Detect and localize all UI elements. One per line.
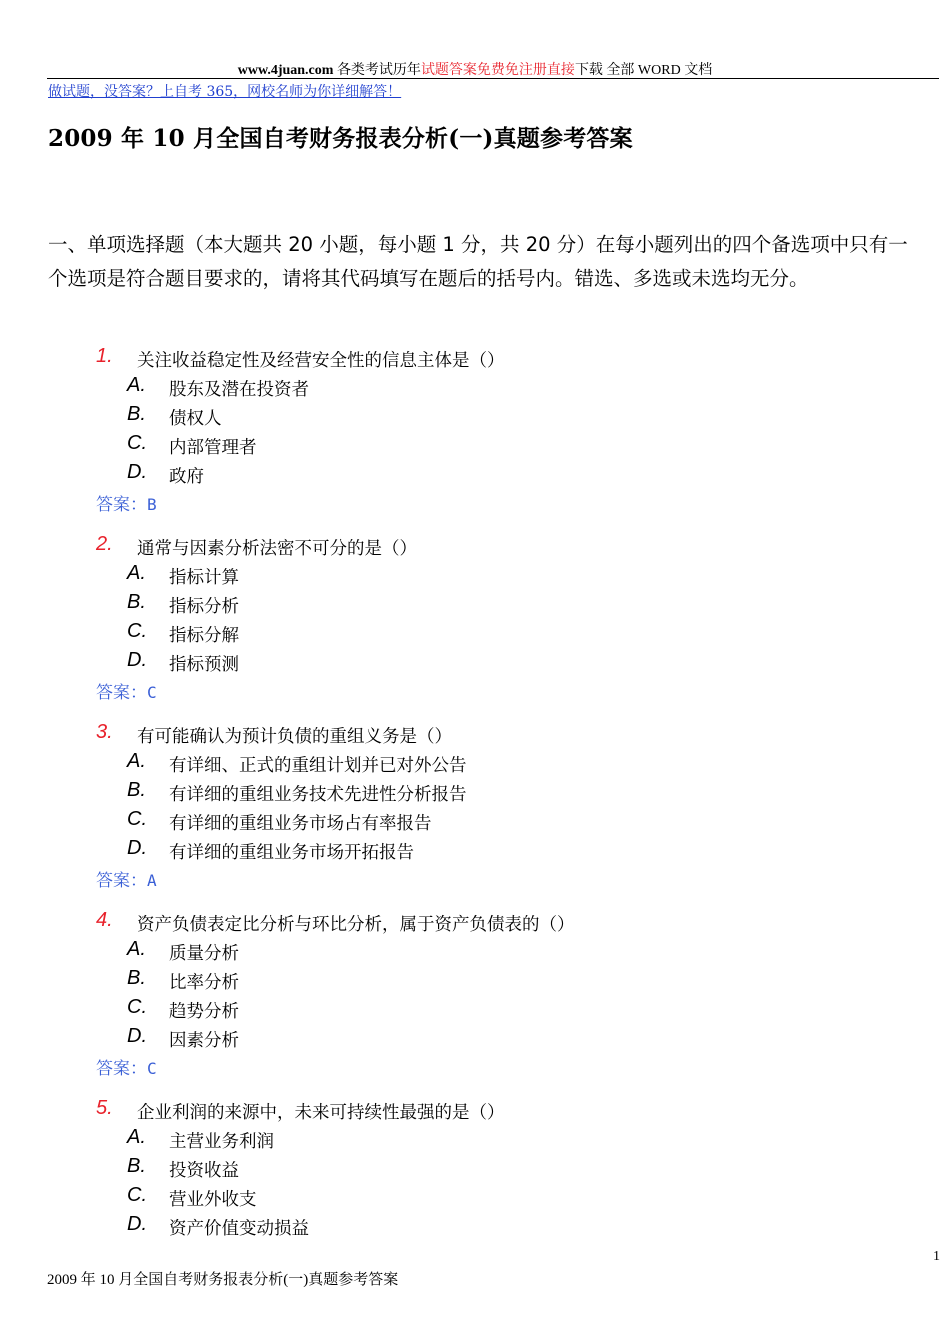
option-text: 有详细、正式的重组计划并已对外公告	[169, 756, 467, 776]
answer-label: 答案：	[96, 871, 147, 891]
option-text: 政府	[169, 467, 204, 487]
option-a	[0, 750, 950, 779]
option-letter: B.	[127, 967, 146, 989]
option-letter: C.	[127, 996, 147, 1018]
option-letter: A.	[127, 1126, 146, 1148]
option-letter: C.	[127, 620, 147, 642]
option-a	[0, 374, 950, 403]
option-b	[0, 1155, 950, 1184]
header-text-1: 各类考试历年	[333, 63, 421, 78]
option-letter: D.	[127, 837, 147, 859]
option-a	[0, 938, 950, 967]
option-text: 有详细的重组业务技术先进性分析报告	[169, 785, 467, 805]
option-text: 投资收益	[169, 1161, 239, 1181]
answer-line	[96, 490, 157, 515]
header-rule	[47, 78, 939, 79]
option-letter: B.	[127, 1155, 146, 1177]
answer-value: C	[147, 1059, 157, 1078]
option-d	[0, 1025, 950, 1054]
question-text: 有可能确认为预计负债的重组义务是（）	[137, 727, 452, 747]
option-text: 指标预测	[169, 655, 239, 675]
option-d	[0, 649, 950, 678]
section-intro: 一、单项选择题（本大题共 20 小题，每小题 1 分，共 20 分）在每小题列出的四个备选项中只有一个选项是符合题目要求的，请将其代码填写在题后的括号内。错选、多选或未选均无分。	[48, 233, 908, 290]
question-text: 资产负债表定比分析与环比分析，属于资产负债表的（）	[137, 915, 575, 935]
option-b	[0, 967, 950, 996]
question-number: 3.	[96, 721, 113, 743]
option-a	[0, 562, 950, 591]
answer-label: 答案：	[96, 1059, 147, 1079]
page-number: 1	[933, 1249, 940, 1264]
answer-value: C	[147, 683, 157, 702]
option-text: 指标分解	[169, 626, 239, 646]
option-text: 有详细的重组业务市场占有率报告	[169, 814, 432, 834]
option-letter: D.	[127, 1025, 147, 1047]
option-letter: A.	[127, 938, 146, 960]
option-d	[0, 1213, 950, 1242]
option-a	[0, 1126, 950, 1155]
answer-line	[96, 866, 157, 891]
option-letter: A.	[127, 374, 146, 396]
option-b	[0, 591, 950, 620]
option-text: 趋势分析	[169, 1002, 239, 1022]
option-d	[0, 837, 950, 866]
promo-link[interactable]: 做试题，没答案？上自考 365，网校名师为你详细解答！	[48, 84, 402, 100]
option-letter: D.	[127, 461, 147, 483]
option-text: 营业外收支	[169, 1190, 257, 1210]
option-letter: B.	[127, 779, 146, 801]
option-text: 质量分析	[169, 944, 239, 964]
answer-line	[96, 678, 157, 703]
answer-line	[96, 1054, 157, 1079]
question-text: 关注收益稳定性及经营安全性的信息主体是（）	[137, 351, 505, 371]
option-letter: B.	[127, 403, 146, 425]
answer-label: 答案：	[96, 495, 147, 515]
option-letter: D.	[127, 649, 147, 671]
option-text: 债权人	[169, 409, 222, 429]
option-letter: B.	[127, 591, 146, 613]
question-text: 通常与因素分析法密不可分的是（）	[137, 539, 417, 559]
question-number: 5.	[96, 1097, 113, 1119]
header-site[interactable]: www.4juan.com	[237, 63, 334, 78]
option-letter: D.	[127, 1213, 147, 1235]
answer-value: B	[147, 495, 157, 514]
option-text: 因素分析	[169, 1031, 239, 1051]
option-letter: A.	[127, 750, 146, 772]
page-footer: 2009 年 10 月全国自考财务报表分析(一)真题参考答案	[47, 1272, 399, 1288]
option-text: 主营业务利润	[169, 1132, 274, 1152]
question-number: 4.	[96, 909, 113, 931]
document-title: 2009 年 10 月全国自考财务报表分析(一)真题参考答案	[48, 125, 633, 152]
option-c	[0, 808, 950, 837]
option-text: 资产价值变动损益	[169, 1219, 309, 1239]
option-text: 比率分析	[169, 973, 239, 993]
option-c	[0, 432, 950, 461]
page-header	[0, 59, 950, 79]
option-c	[0, 996, 950, 1025]
option-text: 股东及潜在投资者	[169, 380, 309, 400]
answer-value: A	[147, 871, 157, 890]
option-letter: C.	[127, 1184, 147, 1206]
option-text: 指标计算	[169, 568, 239, 588]
question-number: 1.	[96, 345, 113, 367]
option-c	[0, 620, 950, 649]
header-text-2: 下载 全部 WORD 文档	[574, 63, 713, 78]
header-highlight: 试题答案免费免注册直接	[420, 63, 575, 78]
question-text: 企业利润的来源中，未来可持续性最强的是（）	[137, 1103, 505, 1123]
option-c	[0, 1184, 950, 1213]
option-text: 内部管理者	[169, 438, 257, 458]
option-letter: C.	[127, 432, 147, 454]
option-text: 有详细的重组业务市场开拓报告	[169, 843, 414, 863]
option-text: 指标分析	[169, 597, 239, 617]
question-number: 2.	[96, 533, 113, 555]
option-letter: A.	[127, 562, 146, 584]
option-b	[0, 779, 950, 808]
option-b	[0, 403, 950, 432]
option-d	[0, 461, 950, 490]
option-letter: C.	[127, 808, 147, 830]
answer-label: 答案：	[96, 683, 147, 703]
